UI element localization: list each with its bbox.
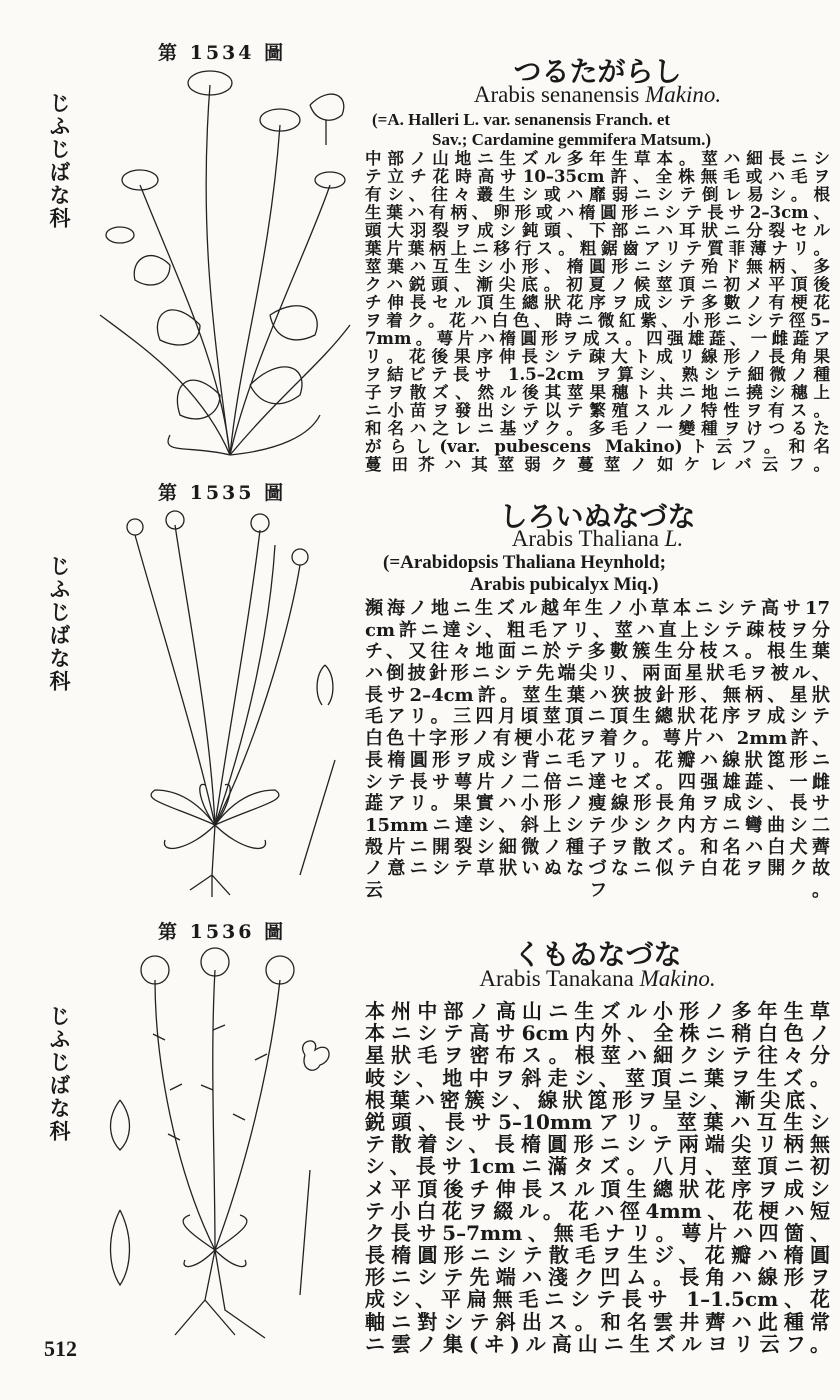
plant-illustration-1535 — [100, 505, 360, 900]
entry-description — [365, 150, 830, 474]
text-line: 毛アリ。三四月頃莖頂ニ頂生總狀花序ヲ成シテ — [365, 706, 830, 728]
text-line: 子ヲ散ズ、然ル後其莖果穗ト共ニ地ニ撓シ穗上 — [365, 384, 830, 402]
latin-author: Makino. — [645, 82, 722, 107]
figure-label: 第 1536 圖 — [158, 921, 287, 943]
text-line: ク長サ5–7mm、無毛ナリ。萼片ハ四箇、 — [365, 1221, 830, 1245]
synonym-line: (=A. Halleri L. var. senanensis Franch. et — [372, 110, 671, 129]
text-line: 和名ハ之レニ基ヅク。多毛ノ一變種ヲけつるた — [365, 420, 830, 438]
text-line: 鋭頭、長サ5–10mmアリ。莖葉ハ互生シ — [365, 1110, 830, 1134]
text-line: 頭大羽裂ヲ成シ鈍頭、下部ニハ耳狀ニ分裂セル — [365, 222, 830, 240]
text-line: シテ長サ萼片ノ二倍ニ達セズ。四强雄蕋、一雌 — [365, 771, 830, 793]
text-line: 成シ、平扁無毛ニシテ長サ 1–1.5cm、花 — [365, 1288, 830, 1311]
family-label: じふじばな科 — [47, 1005, 72, 1143]
text-line: 本ニシテ高サ6cm内外、全株ニ稍白色ノ — [365, 1022, 830, 1045]
entry-title-latin — [365, 966, 830, 992]
page-number: 512 — [44, 1336, 77, 1361]
text-line: チ伸長セル頂生總狀花序ヲ成シテ多數ノ有梗花 — [365, 294, 830, 312]
text-line: 白色十字形ノ有梗小花ヲ着ク。萼片ハ 2mm許、 — [365, 728, 830, 750]
text-line: ハ倒披針形ニシテ先端尖リ、兩面星狀毛ヲ被ル、 — [365, 663, 830, 685]
text-line: 本州中部ノ高山ニ生ズル小形ノ多年生草 — [365, 1000, 830, 1023]
family-label: じふじばな科 — [47, 92, 72, 230]
text-line: 殼片ニ開裂シ細微ノ種子ヲ散ズ。和名ハ白犬薺 — [365, 836, 830, 858]
text-line: リ。花後果序伸長シテ疎大ト成リ線形ノ長角果 — [365, 348, 830, 366]
synonym-line: (=Arabidopsis Thaliana Heynhold; — [383, 552, 666, 573]
text-line: 形ニシテ先端ハ淺ク凹ム。長角ハ線形ヲ — [365, 1266, 830, 1289]
text-line: 7mm。萼片ハ楕圓形ヲ成ス。四强雄蕋、一雌蕋ア — [365, 330, 830, 348]
text-line: 星狀毛ヲ密布ス。根莖ハ細クシテ往々分 — [365, 1044, 830, 1067]
latin-name: Arabis Tanakana — [479, 966, 634, 991]
text-line: 云フ。 — [365, 879, 830, 901]
text-line: 中部ノ山地ニ生ズル多年生草本。莖ハ細長ニシ — [365, 150, 830, 168]
entry-title-japanese: つるたがらし — [513, 55, 682, 88]
latin-author: Makino. — [639, 966, 716, 991]
text-line: 有シ、往々叢生シ或ハ靡弱ニシテ倒レ易シ。根 — [365, 186, 830, 204]
text-line: 根葉ハ密簇シ、線狀箆形ヲ呈シ、漸尖底、 — [365, 1088, 830, 1111]
entry-title-latin — [365, 82, 830, 108]
text-line: ヲ着ク。花ハ白色、時ニ微紅紫、小形ニシテ徑5– — [365, 312, 830, 330]
text-line: 岐シ、地中ヲ斜走シ、莖頂ニ葉ヲ生ズ。 — [365, 1066, 830, 1089]
figure-label: 第 1535 圖 — [158, 482, 287, 504]
latin-author: L. — [664, 526, 684, 551]
entry-title-japanese: くもゐなづな — [513, 938, 682, 971]
text-line: ヲ結ビテ長サ 1.5–2cm ヲ算シ、熟シテ細微ノ種 — [365, 366, 830, 384]
text-line: クハ鋭頭、漸尖底。初夏ノ候莖頂ニ初メ平頂後 — [365, 276, 830, 294]
text-line: ニ雲ノ集(ヰ)ル高山ニ生ズルヨリ云フ。 — [365, 1332, 830, 1355]
text-line: 生葉ハ有柄、卵形或ハ楕圓形ニシテ長サ2–3cm、 — [365, 204, 830, 222]
entry-title-latin — [365, 526, 830, 552]
text-line: シ、長サ1cmニ滿タズ。八月、莖頂ニ初 — [365, 1155, 830, 1178]
text-line: がらし(var. pubescens Makino)ト云フ。和名 — [365, 438, 830, 456]
text-line: 15mmニ達シ、斜上シテ少シク内方ニ彎曲シ二 — [365, 814, 830, 836]
text-line: メ平頂後チ伸長スル頂生總狀花序ヲ成シ — [365, 1177, 830, 1200]
text-line: テ小白花ヲ綴ル。花ハ徑4mm、花梗ハ短 — [365, 1199, 830, 1222]
text-line: 葉片葉柄上ニ移行ス。粗鋸齒アリテ質菲薄ナリ。 — [365, 240, 830, 258]
plant-illustration-1534 — [80, 65, 360, 465]
text-line: 瀕海ノ地ニ生ズル越年生ノ小草本ニシテ高サ17 — [365, 598, 830, 619]
text-line: 蕋アリ。果實ハ小形ノ瘦線形長角ヲ成シ、長サ — [365, 793, 830, 815]
text-line: 長サ2–4cm許。莖生葉ハ狹披針形、無柄、星狀 — [365, 684, 830, 706]
text-line: cm許ニ達シ、粗毛アリ、莖ハ直上シテ疎枝ヲ分 — [365, 619, 830, 641]
text-line: ニ小苗ヲ發出シテ以テ繁殖スルノ特性ヲ有ス。 — [365, 402, 830, 420]
synonym-line: Sav.; Cardamine gemmifera Matsum.) — [432, 130, 712, 149]
entry-description — [365, 598, 830, 902]
text-line: ノ意ニシテ草狀いぬなづなニ似テ白花ヲ開ク故 — [365, 858, 830, 880]
text-line: 長楕圓形ニシテ散毛ヲ生ジ、花瓣ハ楕圓 — [365, 1244, 830, 1267]
latin-name: Arabis senanensis — [473, 82, 640, 107]
text-line: テ立チ花時高サ10–35cm許、全株無毛或ハ毛ヲ — [365, 168, 830, 186]
text-line: チ、又往々地面ニ於テ多數簇生分枝ス。根生葉 — [365, 641, 830, 663]
entry-title-japanese: しろいぬなづな — [499, 500, 696, 533]
family-label: じふじばな科 — [47, 555, 72, 693]
synonym-line: Arabis pubicalyx Miq.) — [470, 574, 659, 595]
text-line: 軸ニ對シテ斜出ス。和名雲井薺ハ此種常 — [365, 1310, 830, 1333]
text-line: 長楕圓形ヲ成シ背ニ毛アリ。花瓣ハ線狀箆形ニ — [365, 749, 830, 771]
text-line: 莖葉ハ互生シ小形、楕圓形ニシテ殆ド無柄、多 — [365, 258, 830, 276]
figure-label: 第 1534 圖 — [158, 42, 287, 64]
plant-illustration-1536 — [95, 940, 360, 1340]
text-line: テ散着シ、長楕圓形ニシテ兩端尖リ柄無 — [365, 1133, 830, 1156]
entry-description — [365, 1000, 830, 1355]
text-line: 蔓田芥ハ其莖弱ク蔓莖ノ如ケレバ云フ。 — [365, 456, 830, 474]
latin-name: Arabis Thaliana — [511, 526, 659, 551]
